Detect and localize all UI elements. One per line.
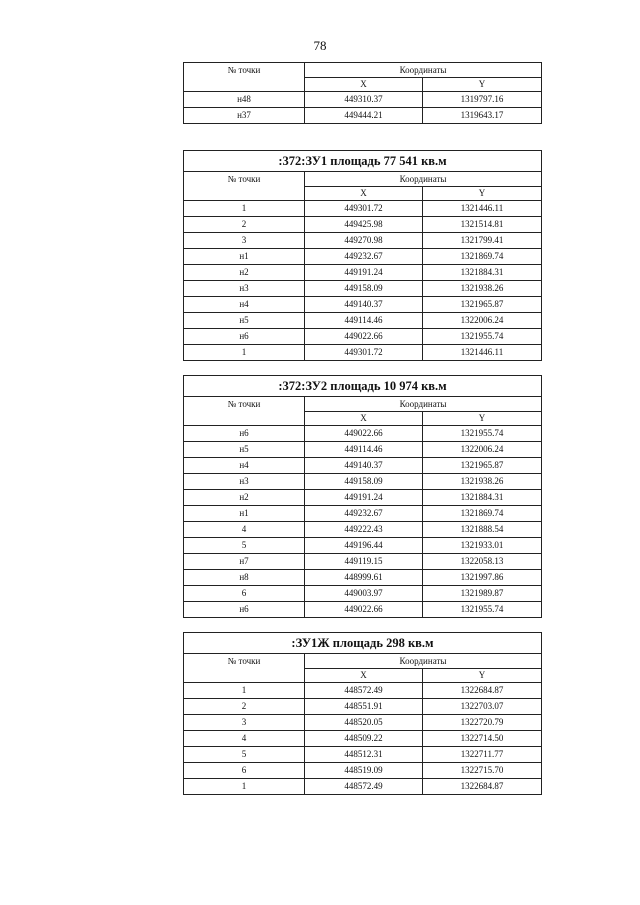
- x-cell: 449140.37: [305, 297, 423, 313]
- point-number-cell: 1: [184, 201, 305, 217]
- x-cell: 449191.24: [305, 265, 423, 281]
- y-cell: 1321514.81: [423, 217, 542, 233]
- y-cell: 1321446.11: [423, 345, 542, 361]
- table-row: [184, 92, 542, 108]
- point-number-cell: 1: [184, 683, 305, 699]
- point-number-cell: н6: [184, 602, 305, 618]
- table-row: [184, 281, 542, 297]
- y-header: Y: [423, 187, 542, 201]
- y-cell: 1322684.87: [423, 779, 542, 795]
- y-cell: 1322006.24: [423, 313, 542, 329]
- x-cell: 449114.46: [305, 313, 423, 329]
- y-cell: 1322703.07: [423, 699, 542, 715]
- point-number-cell: 6: [184, 763, 305, 779]
- x-header: X: [305, 78, 423, 92]
- y-cell: 1321955.74: [423, 602, 542, 618]
- table-title: :372:ЗУ1 площадь 77 541 кв.м: [184, 151, 542, 172]
- point-number-cell: н6: [184, 329, 305, 345]
- x-cell: 448519.09: [305, 763, 423, 779]
- y-cell: 1322006.24: [423, 442, 542, 458]
- x-header: X: [305, 187, 423, 201]
- point-number-cell: н8: [184, 570, 305, 586]
- y-cell: 1321933.01: [423, 538, 542, 554]
- x-cell: 449158.09: [305, 281, 423, 297]
- y-cell: 1321938.26: [423, 281, 542, 297]
- coordinates-header: Координаты: [305, 63, 542, 78]
- y-cell: 1321446.11: [423, 201, 542, 217]
- table-row: [184, 586, 542, 602]
- point-number-cell: н48: [184, 92, 305, 108]
- table-row: [184, 108, 542, 124]
- point-number-cell: 1: [184, 779, 305, 795]
- header-row: [184, 172, 542, 187]
- y-cell: 1322711.77: [423, 747, 542, 763]
- point-number-cell: н3: [184, 474, 305, 490]
- point-number-cell: 4: [184, 731, 305, 747]
- x-cell: 449003.97: [305, 586, 423, 602]
- x-cell: 448551.91: [305, 699, 423, 715]
- x-cell: 449270.98: [305, 233, 423, 249]
- x-cell: 448999.61: [305, 570, 423, 586]
- page-number: 78: [313, 38, 327, 53]
- y-header: Y: [423, 78, 542, 92]
- table-row: [184, 442, 542, 458]
- x-cell: 449232.67: [305, 506, 423, 522]
- y-cell: 1322684.87: [423, 683, 542, 699]
- point-number-cell: н3: [184, 281, 305, 297]
- y-cell: 1321965.87: [423, 458, 542, 474]
- y-cell: 1319797.16: [423, 92, 542, 108]
- table-row: [184, 715, 542, 731]
- point-number-cell: н7: [184, 554, 305, 570]
- point-number-cell: н6: [184, 426, 305, 442]
- coordinates-table: [183, 375, 542, 618]
- x-cell: 449232.67: [305, 249, 423, 265]
- x-cell: 449196.44: [305, 538, 423, 554]
- x-cell: 449222.43: [305, 522, 423, 538]
- table-row: [184, 731, 542, 747]
- table-row: [184, 458, 542, 474]
- coordinates-header: Координаты: [305, 654, 542, 669]
- x-cell: 449310.37: [305, 92, 423, 108]
- coordinates-table: [183, 150, 542, 361]
- y-cell: 1322058.13: [423, 554, 542, 570]
- x-cell: 449022.66: [305, 426, 423, 442]
- point-number-cell: н5: [184, 442, 305, 458]
- point-number-cell: 3: [184, 715, 305, 731]
- y-cell: 1321884.31: [423, 265, 542, 281]
- table-row: [184, 763, 542, 779]
- table-row: [184, 522, 542, 538]
- table-row: [184, 474, 542, 490]
- table-title-row: [184, 151, 542, 172]
- coordinates-header: Координаты: [305, 397, 542, 412]
- table-row: [184, 297, 542, 313]
- x-cell: 449301.72: [305, 345, 423, 361]
- y-cell: 1322715.70: [423, 763, 542, 779]
- table-row: [184, 779, 542, 795]
- table-row: [184, 265, 542, 281]
- point-number-cell: н4: [184, 297, 305, 313]
- point-number-cell: 2: [184, 699, 305, 715]
- point-number-cell: н37: [184, 108, 305, 124]
- table-row: [184, 747, 542, 763]
- point-number-cell: 2: [184, 217, 305, 233]
- table-row: [184, 201, 542, 217]
- table-row: [184, 345, 542, 361]
- point-number-cell: н2: [184, 490, 305, 506]
- coordinates-table: [183, 62, 542, 124]
- point-number-cell: н1: [184, 249, 305, 265]
- table-row: [184, 506, 542, 522]
- y-header: Y: [423, 412, 542, 426]
- table-title-row: [184, 376, 542, 397]
- point-number-header: № точки: [184, 63, 305, 92]
- x-cell: 449114.46: [305, 442, 423, 458]
- point-number-cell: 3: [184, 233, 305, 249]
- x-cell: 449425.98: [305, 217, 423, 233]
- table-row: [184, 233, 542, 249]
- header-row: [184, 63, 542, 78]
- table-row: [184, 570, 542, 586]
- y-cell: 1321884.31: [423, 490, 542, 506]
- y-cell: 1321938.26: [423, 474, 542, 490]
- point-number-cell: н4: [184, 458, 305, 474]
- x-cell: 448572.49: [305, 683, 423, 699]
- y-cell: 1321869.74: [423, 249, 542, 265]
- x-cell: 449191.24: [305, 490, 423, 506]
- x-cell: 449022.66: [305, 602, 423, 618]
- header-row: [184, 654, 542, 669]
- table-title: :ЗУ1Ж площадь 298 кв.м: [184, 633, 542, 654]
- x-cell: 449158.09: [305, 474, 423, 490]
- table-title: :372:ЗУ2 площадь 10 974 кв.м: [184, 376, 542, 397]
- y-cell: 1321989.87: [423, 586, 542, 602]
- point-number-cell: 5: [184, 747, 305, 763]
- table-row: [184, 699, 542, 715]
- coordinates-table: [183, 632, 542, 795]
- y-cell: 1321955.74: [423, 426, 542, 442]
- x-cell: 449119.15: [305, 554, 423, 570]
- x-cell: 448520.05: [305, 715, 423, 731]
- y-cell: 1321869.74: [423, 506, 542, 522]
- x-cell: 449444.21: [305, 108, 423, 124]
- point-number-cell: 4: [184, 522, 305, 538]
- y-cell: 1322720.79: [423, 715, 542, 731]
- y-cell: 1321888.54: [423, 522, 542, 538]
- y-cell: 1321955.74: [423, 329, 542, 345]
- header-row: [184, 397, 542, 412]
- x-cell: 449140.37: [305, 458, 423, 474]
- point-number-header: № точки: [184, 654, 305, 683]
- point-number-header: № точки: [184, 172, 305, 201]
- y-cell: 1321997.86: [423, 570, 542, 586]
- table-row: [184, 683, 542, 699]
- point-number-cell: 1: [184, 345, 305, 361]
- x-cell: 449301.72: [305, 201, 423, 217]
- point-number-cell: н1: [184, 506, 305, 522]
- table-row: [184, 554, 542, 570]
- x-header: X: [305, 412, 423, 426]
- y-header: Y: [423, 669, 542, 683]
- x-cell: 448509.22: [305, 731, 423, 747]
- x-cell: 449022.66: [305, 329, 423, 345]
- table-row: [184, 217, 542, 233]
- point-number-cell: н5: [184, 313, 305, 329]
- point-number-cell: 5: [184, 538, 305, 554]
- table-row: [184, 538, 542, 554]
- table-row: [184, 490, 542, 506]
- y-cell: 1322714.50: [423, 731, 542, 747]
- table-row: [184, 313, 542, 329]
- x-cell: 448572.49: [305, 779, 423, 795]
- table-row: [184, 426, 542, 442]
- coordinates-header: Координаты: [305, 172, 542, 187]
- table-title-row: [184, 633, 542, 654]
- y-cell: 1321965.87: [423, 297, 542, 313]
- table-row: [184, 249, 542, 265]
- x-header: X: [305, 669, 423, 683]
- y-cell: 1319643.17: [423, 108, 542, 124]
- table-row: [184, 329, 542, 345]
- y-cell: 1321799.41: [423, 233, 542, 249]
- point-number-cell: н2: [184, 265, 305, 281]
- x-cell: 448512.31: [305, 747, 423, 763]
- point-number-cell: 6: [184, 586, 305, 602]
- table-row: [184, 602, 542, 618]
- point-number-header: № точки: [184, 397, 305, 426]
